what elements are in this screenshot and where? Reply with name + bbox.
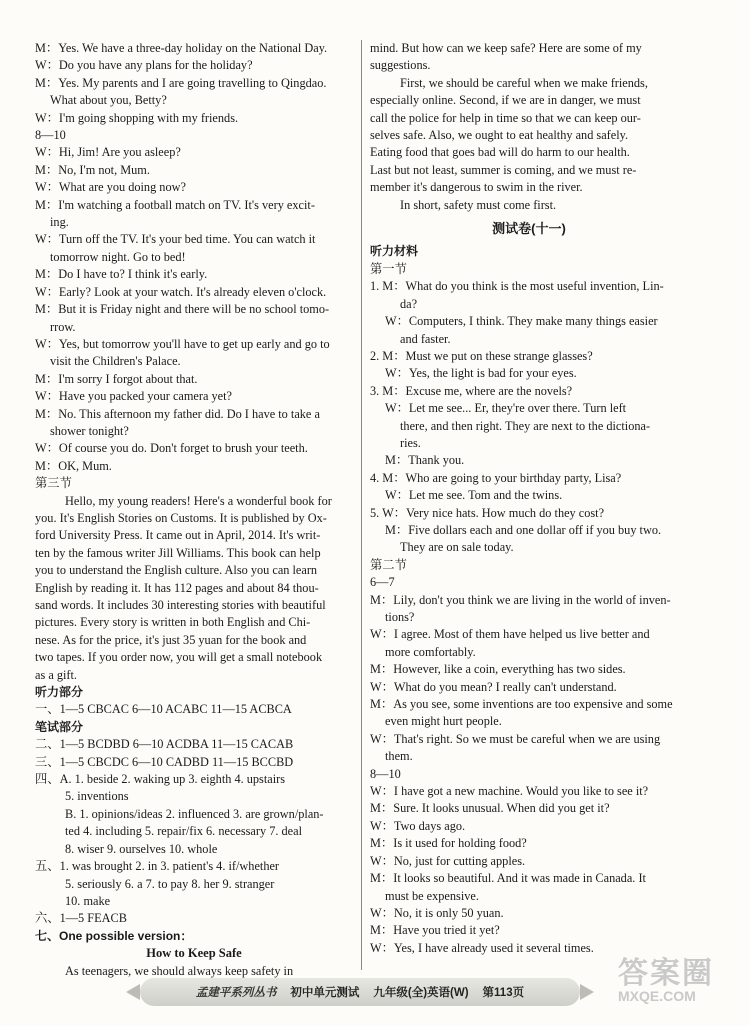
text-line: W：I agree. Most of them have helped us live better and — [370, 627, 650, 642]
text-line: 第三节 — [35, 476, 72, 491]
text-line: 听力部分 — [35, 685, 84, 700]
text-line: rrow. — [50, 319, 76, 334]
text-line: B. 1. opinions/ideas 2. influenced 3. are grown/plan- — [65, 806, 324, 821]
text-line: Last but not least, summer is coming, and we must re- — [370, 162, 637, 177]
text-line: 5. inventions — [65, 789, 129, 804]
text-line: visit the Children's Palace. — [50, 354, 181, 369]
text-line: 笔试部分 — [35, 719, 84, 734]
footer-grade: 九年级(全)英语(W) — [373, 987, 469, 999]
text-line: 8. wiser 9. ourselves 10. whole — [65, 841, 218, 856]
text-line: W：No, it is only 50 yuan. — [370, 905, 504, 920]
text-line: 第一节 — [370, 261, 407, 276]
text-line: 8—10 — [35, 128, 66, 143]
text-line: ries. — [400, 435, 421, 450]
text-line: 3. M：Excuse me, where are the novels? — [370, 383, 573, 398]
text-line: you. It's English Stories on Customs. It is published by Ox- — [35, 510, 327, 525]
text-line: 六、1—5 FEACB — [35, 911, 127, 926]
text-line: M：Yes. My parents and I are going travelling to Qingdao. — [35, 75, 327, 90]
text-line: W：I'm going shopping with my friends. — [35, 110, 239, 125]
text-line: them. — [385, 749, 413, 764]
text-line: 第二节 — [370, 557, 407, 572]
text-line: sand words. It includes 30 interesting stories with beautiful — [35, 598, 326, 612]
text-line: 七、One possible version： — [35, 928, 193, 943]
text-line: What about you, Betty? — [50, 93, 167, 108]
text-line: 5. W：Very nice hats. How much do they cost? — [370, 505, 605, 520]
text-line: 8—10 — [370, 766, 401, 781]
left-column — [35, 40, 353, 980]
text-line: nese. As for the price, it's just 35 yuan for the book and — [35, 632, 307, 647]
text-line: W：Let me see... Er, they're over there. Turn left — [385, 401, 627, 416]
text-line: M：Five dollars each and one dollar off if you buy two. — [385, 522, 662, 537]
text-line: M：No, I'm not, Mum. — [35, 162, 150, 177]
text-line: M：Have you tried it yet? — [370, 923, 500, 938]
text-line: M：As you see, some inventions are too expensive and some — [370, 697, 673, 712]
text-line: W：Do you have any plans for the holiday? — [35, 58, 253, 73]
text-line: 一、1—5 CBCAC 6—10 ACABC 11—15 ACBCA — [35, 702, 292, 717]
text-line: shower tonight? — [50, 423, 129, 438]
text-line: 6—7 — [370, 575, 395, 590]
text-line: M：OK, Mum. — [35, 458, 112, 473]
text-line: ted 4. including 5. repair/fix 6. necessary 7. deal — [65, 824, 302, 839]
text-line: 1. M：What do you think is the most useful invention, Lin- — [370, 279, 664, 294]
text-line: da? — [400, 296, 418, 311]
text-line: W：Early? Look at your watch. It's already eleven o'clock. — [35, 284, 327, 299]
footer-page-number: 第113页 — [482, 987, 525, 999]
text-line: 4. M：Who are going to your birthday party, Lisa? — [370, 470, 622, 485]
text-line: M：Yes. We have a three-day holiday on the National Day. — [35, 41, 328, 55]
right-column — [370, 40, 688, 957]
text-line: W：No, just for cutting apples. — [370, 853, 526, 868]
text-line: Eating food that goes bad will do harm to our health. — [370, 145, 630, 160]
text-line: W：What are you doing now? — [35, 180, 186, 195]
watermark-line2: MXQE.COM — [618, 988, 696, 1004]
text-line: must be expensive. — [385, 888, 479, 903]
text-line: suggestions. — [370, 58, 431, 73]
text-line: Hello, my young readers! Here's a wonderful book for — [65, 493, 332, 508]
text-line: 2. M：Must we put on these strange glasses? — [370, 348, 593, 363]
text-line: selves safe. Also, we ought to eat healthy and safely. — [370, 128, 629, 143]
watermark-line1: 答案圈 — [618, 957, 714, 990]
text-line: tions? — [385, 610, 415, 624]
text-line: as a gift. — [35, 667, 78, 682]
text-line: 听力材料 — [370, 244, 419, 259]
text-line: How to Keep Safe — [146, 946, 242, 961]
text-line: M：Is it used for holding food? — [370, 836, 527, 851]
text-line: First, we should be careful when we make friends, — [400, 75, 648, 90]
footer-series: 孟建平系列丛书 — [195, 987, 277, 999]
footer-book: 初中单元测试 — [290, 987, 360, 999]
text-line: you to understand the English culture. Also you can learn — [35, 563, 318, 578]
text-line: M：However, like a coin, everything has two sides. — [370, 662, 626, 677]
text-line: W：Yes, but tomorrow you'll have to get up early and go to — [35, 336, 330, 351]
text-line: there, and then right. They are next to the dictiona- — [400, 418, 651, 433]
text-line: W：I have got a new machine. Would you like to see it? — [370, 784, 649, 799]
text-line: W：Turn off the TV. It's your bed time. You can watch it — [35, 232, 316, 247]
text-line: 五、1. was brought 2. in 3. patient's 4. if/whether — [35, 859, 280, 874]
text-line: M：Thank you. — [385, 453, 465, 468]
text-line: ford University Press. It came out in April, 2014. It's writ- — [35, 528, 321, 543]
footer-right-arrow-icon — [580, 984, 594, 1000]
text-line: M：Sure. It looks unusual. When did you get it? — [370, 801, 610, 816]
text-line: even might hurt people. — [385, 714, 502, 729]
text-line: M：No. This afternoon my father did. Do I have to take a — [35, 406, 320, 421]
text-line: M：Lily, don't you think we are living in the world of inven- — [370, 592, 671, 607]
text-line: English by reading it. It has 112 pages and about 84 thou- — [35, 580, 319, 595]
text-line: W：Let me see. Tom and the twins. — [385, 488, 563, 503]
text-line: M：But it is Friday night and there will be no school tomo- — [35, 302, 330, 317]
text-line: two tapes. If you order now, you will get a small notebook — [35, 650, 323, 665]
text-line: and faster. — [400, 331, 451, 346]
text-line: 测试卷(十一) — [492, 221, 566, 237]
text-line: W：Have you packed your camera yet? — [35, 389, 232, 404]
text-line: W：Hi, Jim! Are you asleep? — [35, 145, 181, 160]
text-line: M：It looks so beautiful. And it was made in Canada. It — [370, 871, 646, 886]
text-line: W：Yes, I have already used it several times. — [370, 940, 594, 955]
text-line: mind. But how can we keep safe? Here are some of my — [370, 41, 642, 55]
text-line: more comfortably. — [385, 644, 476, 659]
text-line: W：Two days ago. — [370, 818, 466, 833]
text-line: member it's dangerous to swim in the river. — [370, 180, 583, 195]
text-line: W：What do you mean? I really can't understand. — [370, 679, 617, 694]
text-line: pictures. Every story is written in both English and Chi- — [35, 615, 311, 630]
text-line: 10. make — [65, 893, 111, 908]
text-line: ing. — [50, 215, 69, 230]
text-line: W：Yes, the light is bad for your eyes. — [385, 366, 577, 381]
text-line: 四、A. 1. beside 2. waking up 3. eighth 4. upstairs — [35, 772, 286, 787]
text-line: M：Do I have to? I think it's early. — [35, 267, 208, 282]
text-line: They are on sale today. — [400, 540, 514, 555]
text-line: especially online. Second, if we are in danger, we must — [370, 93, 641, 108]
text-line: 二、1—5 BCDBD 6—10 ACDBA 11—15 CACAB — [35, 737, 294, 752]
text-line: ten by the famous writer Jill Williams. This book can help — [35, 545, 321, 560]
text-line: In short, safety must come first. — [400, 197, 557, 212]
footer-left-arrow-icon — [126, 984, 140, 1000]
text-line: call the police for help in time so that we can keep our- — [370, 110, 641, 125]
text-line: M：I'm watching a football match on TV. It's very excit- — [35, 197, 315, 212]
column-divider — [361, 40, 362, 970]
text-line: 5. seriously 6. a 7. to pay 8. her 9. stranger — [65, 876, 275, 891]
watermark-logo — [618, 948, 738, 1018]
text-line: W：Computers, I think. They make many things easier — [385, 314, 658, 329]
text-line: W：That's right. So we must be careful when we are using — [370, 731, 661, 746]
text-line: 三、1—5 CBCDC 6—10 CADBD 11—15 BCCBD — [35, 754, 294, 769]
text-line: tomorrow night. Go to bed! — [50, 249, 186, 264]
text-line: M：I'm sorry I forgot about that. — [35, 371, 198, 386]
page-footer — [140, 978, 580, 1006]
text-line: W：Of course you do. Don't forget to brush your teeth. — [35, 441, 308, 456]
text-line: As teenagers, we should always keep safety in — [65, 963, 294, 978]
